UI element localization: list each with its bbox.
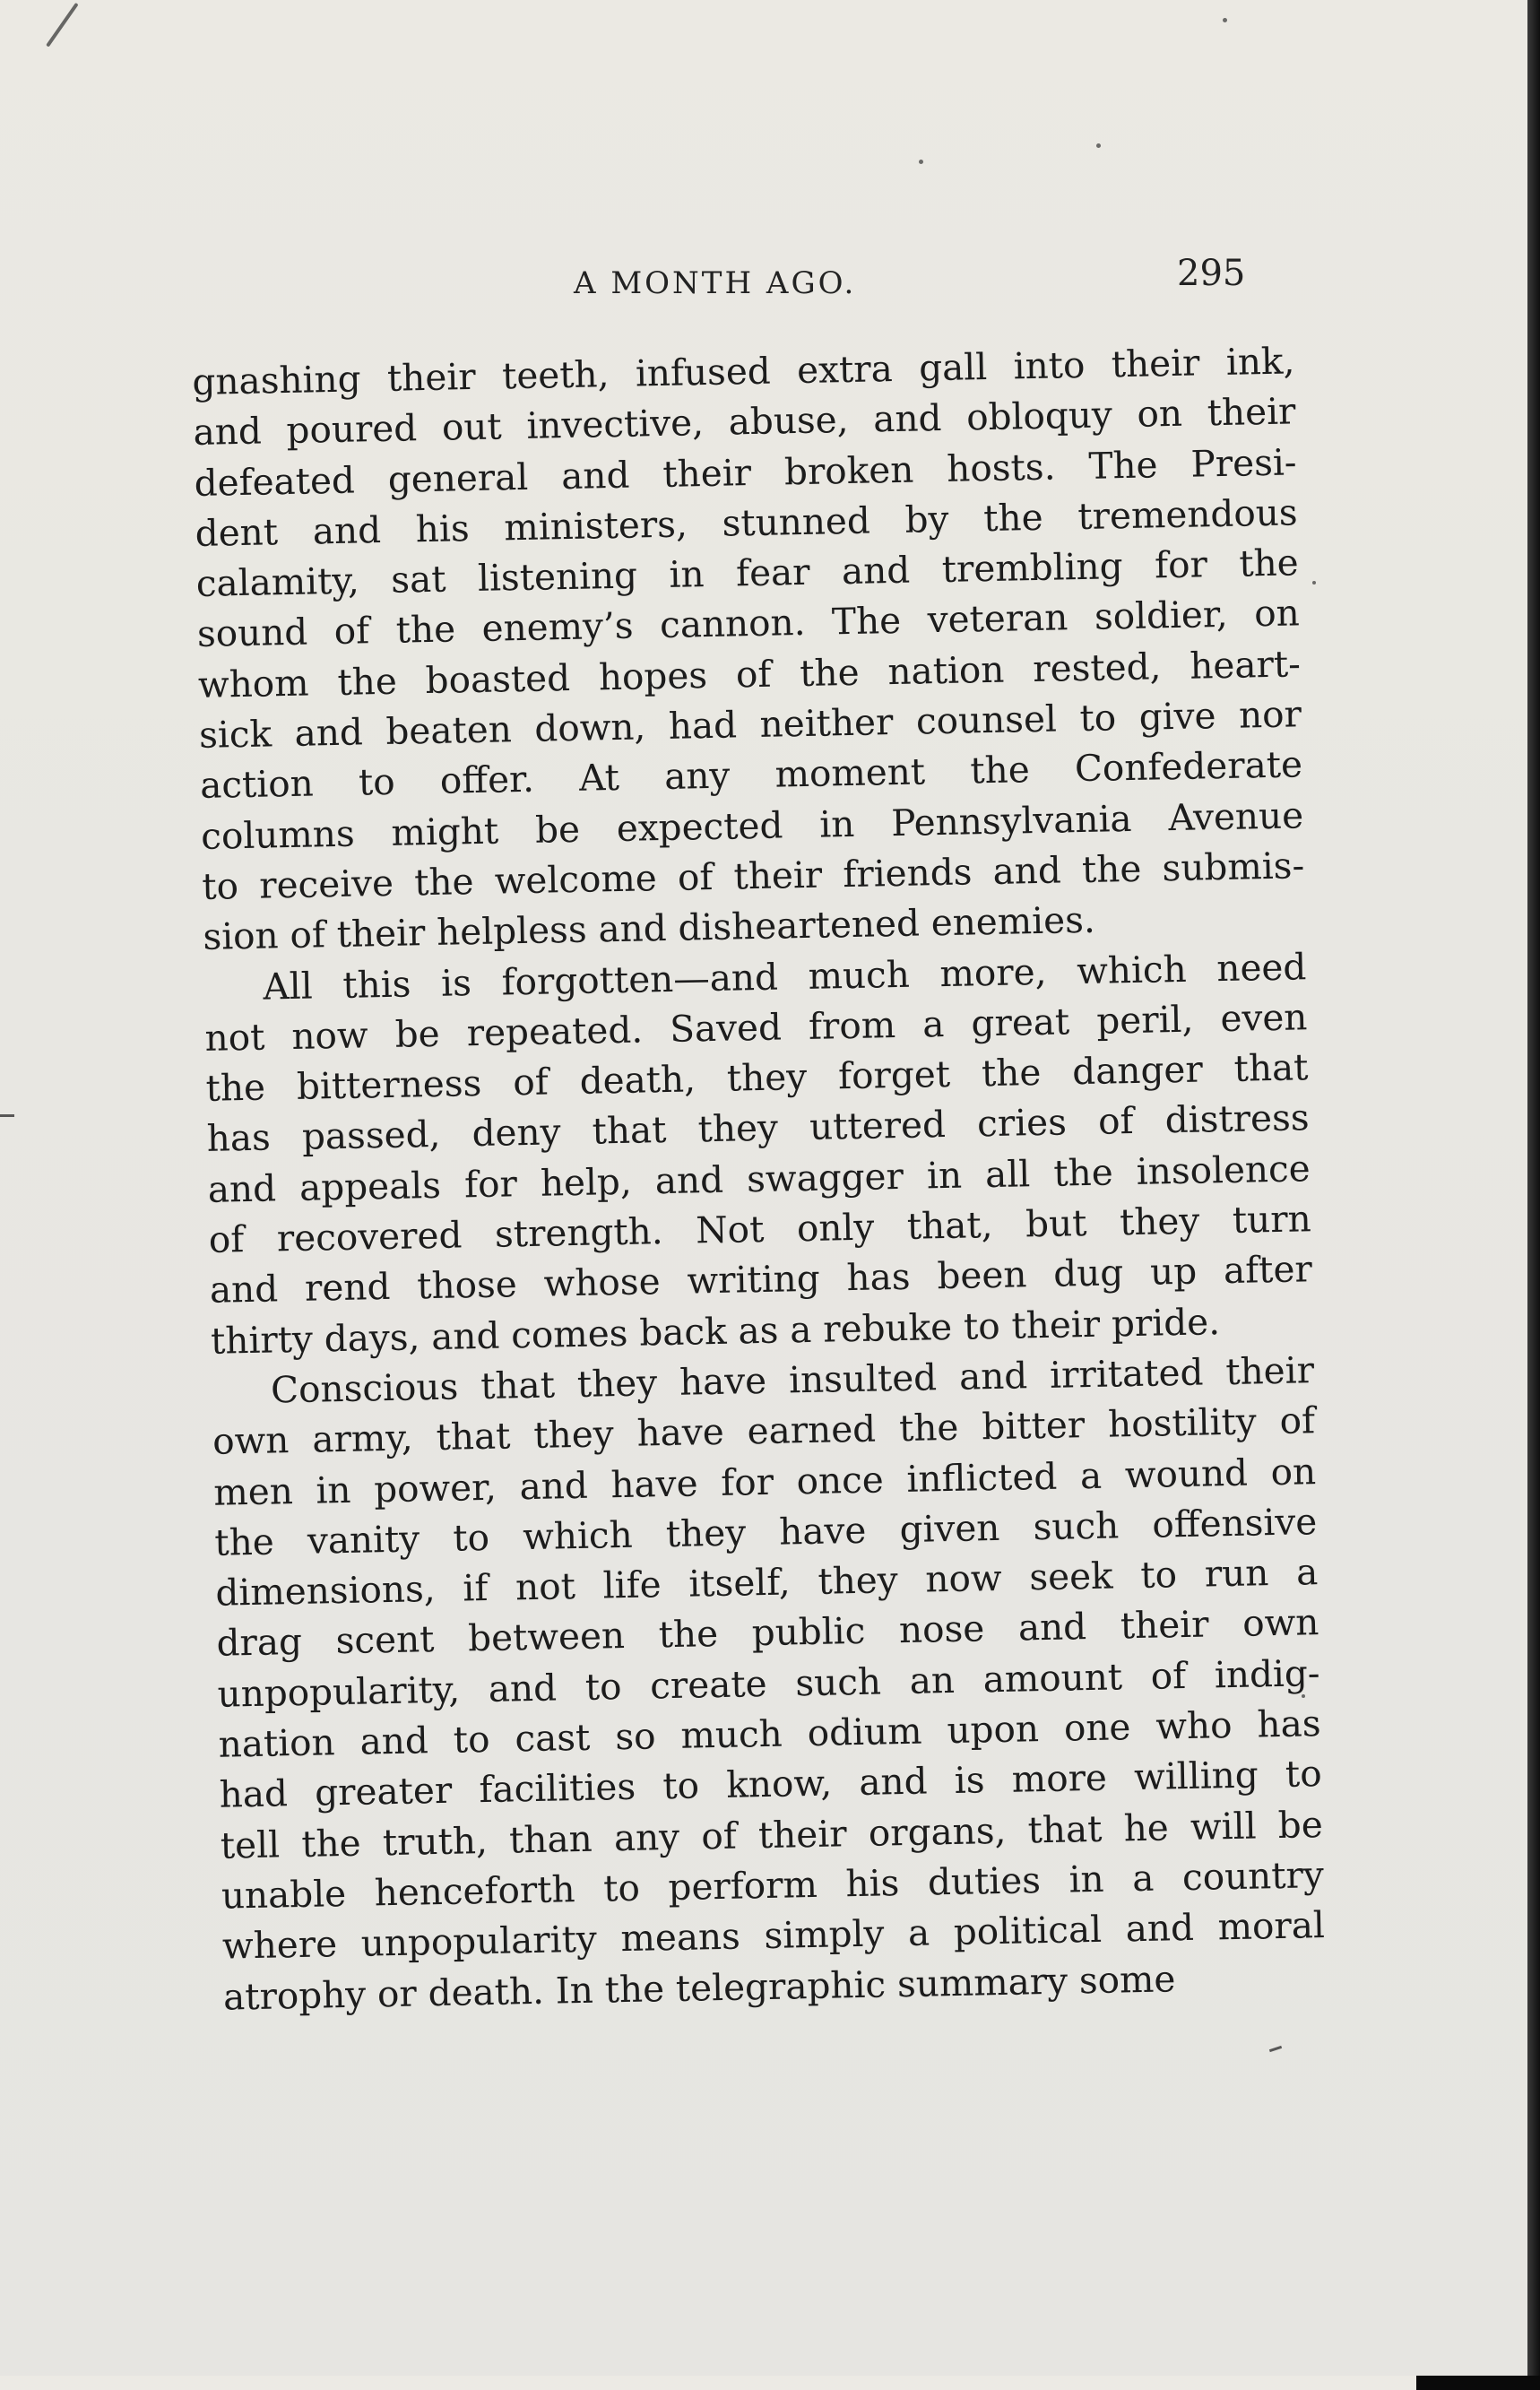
text-line: columns might be expected in Pennsylvania Avenue bbox=[200, 792, 1304, 858]
text-line: and rend those whose writing has been dug up after bbox=[209, 1247, 1313, 1312]
paragraph bbox=[203, 941, 1313, 1366]
text-line: where unpopularity means simply a political and moral bbox=[221, 1903, 1326, 1968]
text-line: drag scent between the public nose and their own bbox=[216, 1600, 1319, 1666]
pen-mark bbox=[46, 3, 79, 48]
ink-speck bbox=[1312, 581, 1316, 585]
text-line: defeated general and their broken hosts. The Presi- bbox=[194, 439, 1297, 505]
text-line: calamity, sat listening in fear and trembling for the bbox=[195, 541, 1300, 606]
text-line: the bitterness of death, they forget the danger that bbox=[205, 1045, 1309, 1111]
text-line: and appeals for help, and swagger in all the insolence bbox=[207, 1146, 1311, 1211]
text-line: whom the boasted hopes of the nation rested, heart- bbox=[197, 642, 1302, 706]
text-line: and poured out invective, abuse, and obloquy on their bbox=[193, 389, 1296, 455]
text-line: nation and to cast so much odium upon one who has bbox=[218, 1702, 1321, 1766]
text-line: unpopularity, and to create such an amount of indig- bbox=[217, 1650, 1320, 1716]
text-line: action to offer. At any moment the Confederate bbox=[199, 742, 1303, 808]
page-edge-shadow bbox=[1527, 0, 1540, 2390]
ink-speck bbox=[1223, 18, 1227, 22]
text-line: tell the truth, than any of their organs, that he will be bbox=[220, 1802, 1324, 1867]
text-line: dimensions, if not life itself, they now seek to run a bbox=[215, 1550, 1319, 1615]
running-head: A MONTH AGO. bbox=[574, 265, 857, 301]
text-line: men in power, and have for once inflicted a wound on bbox=[212, 1449, 1317, 1514]
text-line: sound of the enemy’s cannon. The veteran soldier, on bbox=[196, 591, 1301, 656]
paragraph bbox=[192, 335, 1306, 962]
text-line: had greater facilities to know, and is more willing to bbox=[219, 1752, 1323, 1817]
text-line: sion of their helpless and disheartened enemies. bbox=[202, 898, 1096, 959]
text-line: to receive the welcome of their friends and the submis- bbox=[201, 844, 1305, 908]
paragraph bbox=[212, 1345, 1327, 2022]
text-line: not now be repeated. Saved from a great peril, even bbox=[204, 995, 1308, 1060]
text-line: sick and beaten down, had neither counsel to give nor bbox=[198, 692, 1302, 757]
page-edge-shadow bbox=[1416, 2376, 1540, 2390]
margin-mark bbox=[1269, 2046, 1282, 2052]
text-line: of recovered strength. Not only that, but they turn bbox=[208, 1197, 1312, 1261]
text-line: has passed, deny that they uttered cries of distress bbox=[206, 1095, 1310, 1161]
ink-speck bbox=[919, 160, 923, 164]
ink-speck bbox=[1096, 143, 1101, 148]
text-line: dent and his ministers, stunned by the tremendous bbox=[195, 490, 1299, 555]
margin-mark bbox=[0, 1114, 14, 1117]
text-line: the vanity to which they have given such offensive bbox=[213, 1499, 1318, 1564]
text-line: unable henceforth to perform his duties in a country bbox=[221, 1852, 1325, 1918]
text-line: Conscious that they have insulted and irritated their bbox=[270, 1348, 1315, 1412]
text-line: gnashing their teeth, infused extra gall into their ink, bbox=[192, 339, 1295, 403]
text-line: thirty days, and comes back as a rebuke to their pride. bbox=[210, 1299, 1221, 1363]
text-line: own army, that they have earned the bitter hostility of bbox=[212, 1398, 1316, 1464]
text-line: All this is forgotten—and much more, which need bbox=[263, 944, 1307, 1009]
body-text bbox=[192, 335, 1326, 2022]
text-line: atrophy or death. In the telegraphic summary some bbox=[222, 1956, 1176, 2019]
page-number: 295 bbox=[1177, 253, 1246, 294]
